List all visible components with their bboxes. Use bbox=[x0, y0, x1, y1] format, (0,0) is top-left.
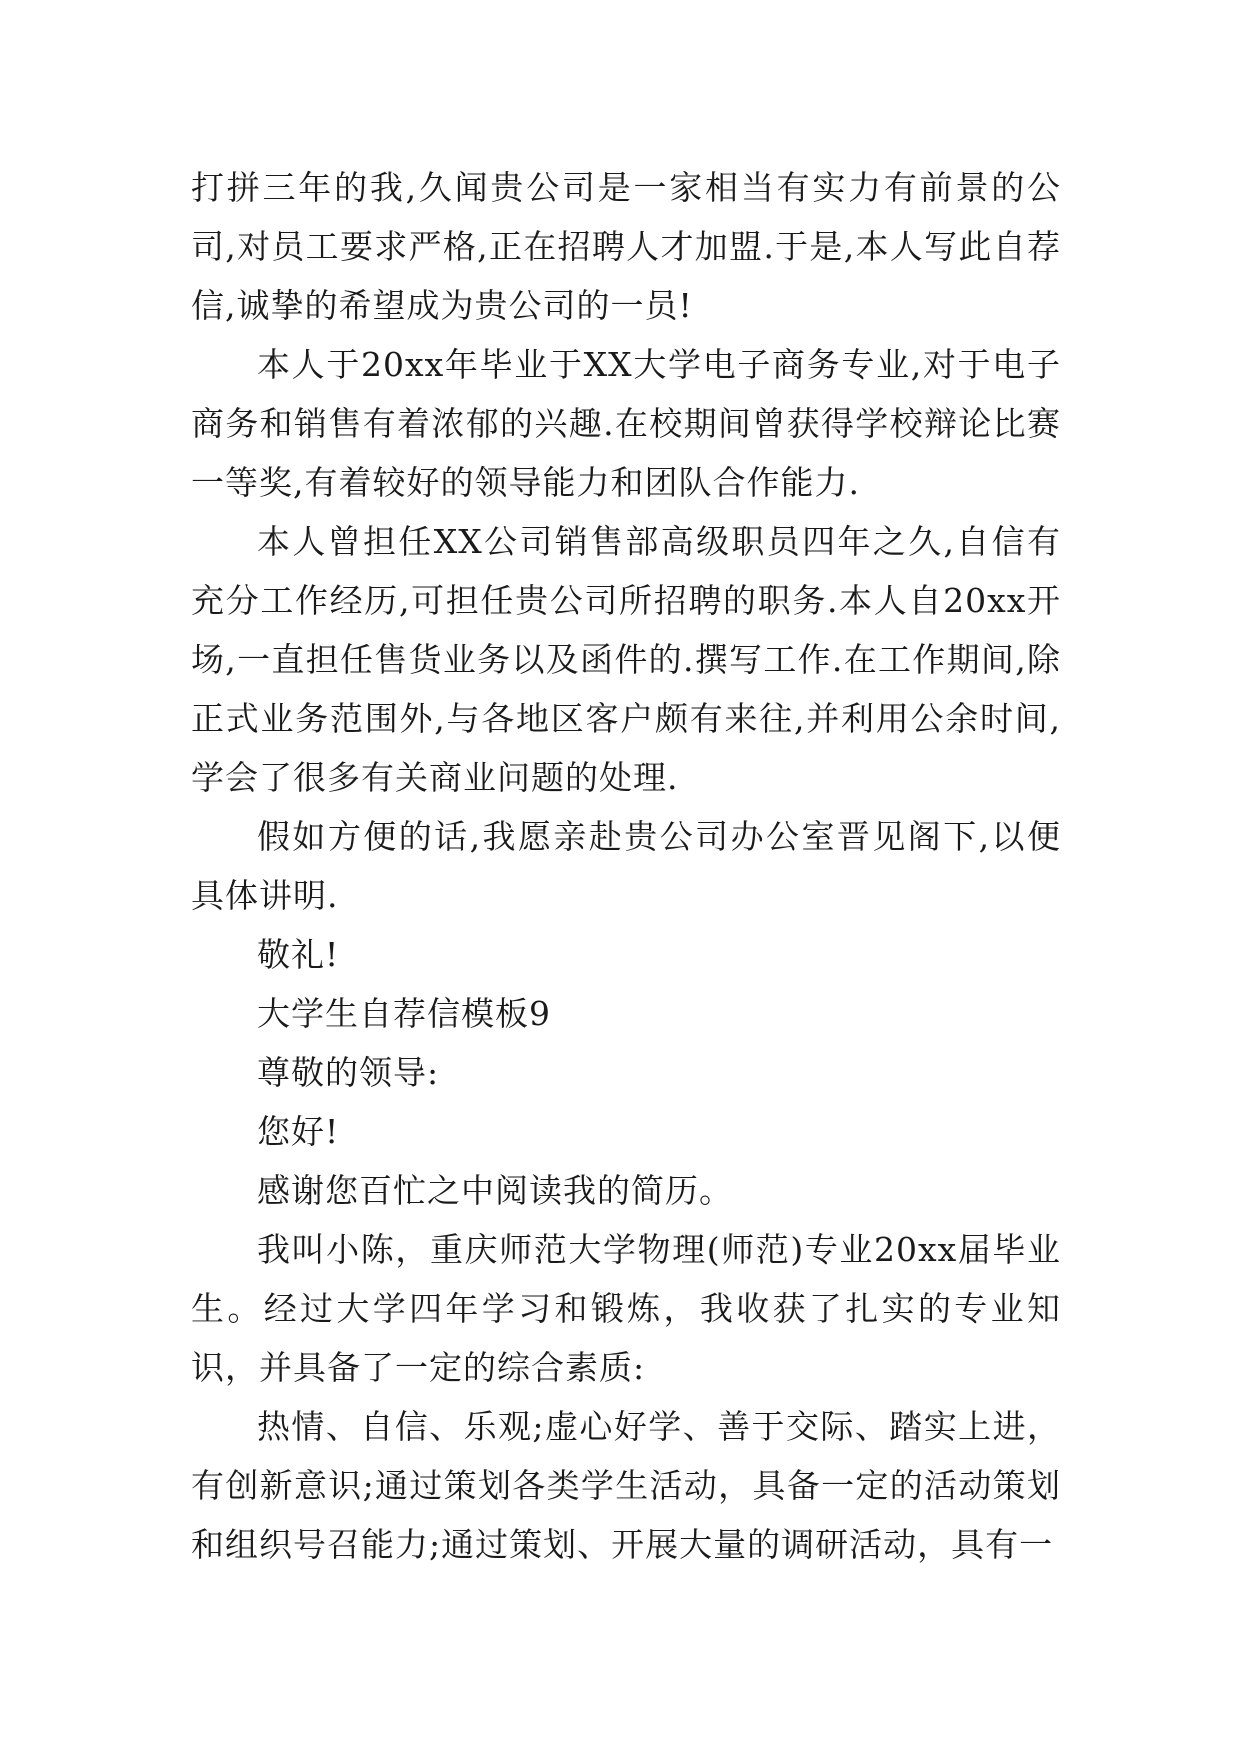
greeting: 您好! bbox=[257, 1112, 340, 1151]
paragraph-self-intro: 我叫小陈，重庆师范大学物理(师范)专业20xx届毕业生。经过大学四年学习和锻炼，我收获了扎实的专业知识，并具备了一定的综合素质: bbox=[191, 1230, 1061, 1387]
paragraph-education: 本人于20xx年毕业于XX大学电子商务专业,对于电子商务和销售有着浓郁的兴趣.在校期间曾获得学校辩论比赛一等奖,有着较好的领导能力和团队合作能力. bbox=[191, 345, 1061, 502]
paragraph-thanks: 感谢您百忙之中阅读我的简历。 bbox=[257, 1171, 733, 1210]
paragraph-intro: 打拼三年的我,久闻贵公司是一家相当有实力有前景的公司,对员工要求严格,正在招聘人才加盟.于是,本人写此自荐信,诚挚的希望成为贵公司的一员! bbox=[191, 168, 1061, 325]
paragraph-closing: 敬礼! bbox=[257, 935, 340, 974]
salutation: 尊敬的领导: bbox=[257, 1053, 440, 1092]
section-title: 大学生自荐信模板9 bbox=[257, 994, 551, 1033]
paragraph-qualities: 热情、自信、乐观;虚心好学、善于交际、踏实上进，有创新意识;通过策划各类学生活动，具备一定的活动策划和组织号召能力;通过策划、开展大量的调研活动，具有一 bbox=[191, 1407, 1061, 1564]
paragraph-experience: 本人曾担任XX公司销售部高级职员四年之久,自信有充分工作经历,可担任贵公司所招聘的职务.本人自20xx开场,一直担任售货业务以及函件的.撰写工作.在工作期间,除正式业务范围外,与各地区客户颇有来往,并利用公余时间,学会了很多有关商业问题的处理. bbox=[191, 522, 1061, 797]
paragraph-request: 假如方便的话,我愿亲赴贵公司办公室晋见阁下,以便具体讲明. bbox=[191, 817, 1061, 915]
document-body bbox=[191, 158, 1061, 1574]
